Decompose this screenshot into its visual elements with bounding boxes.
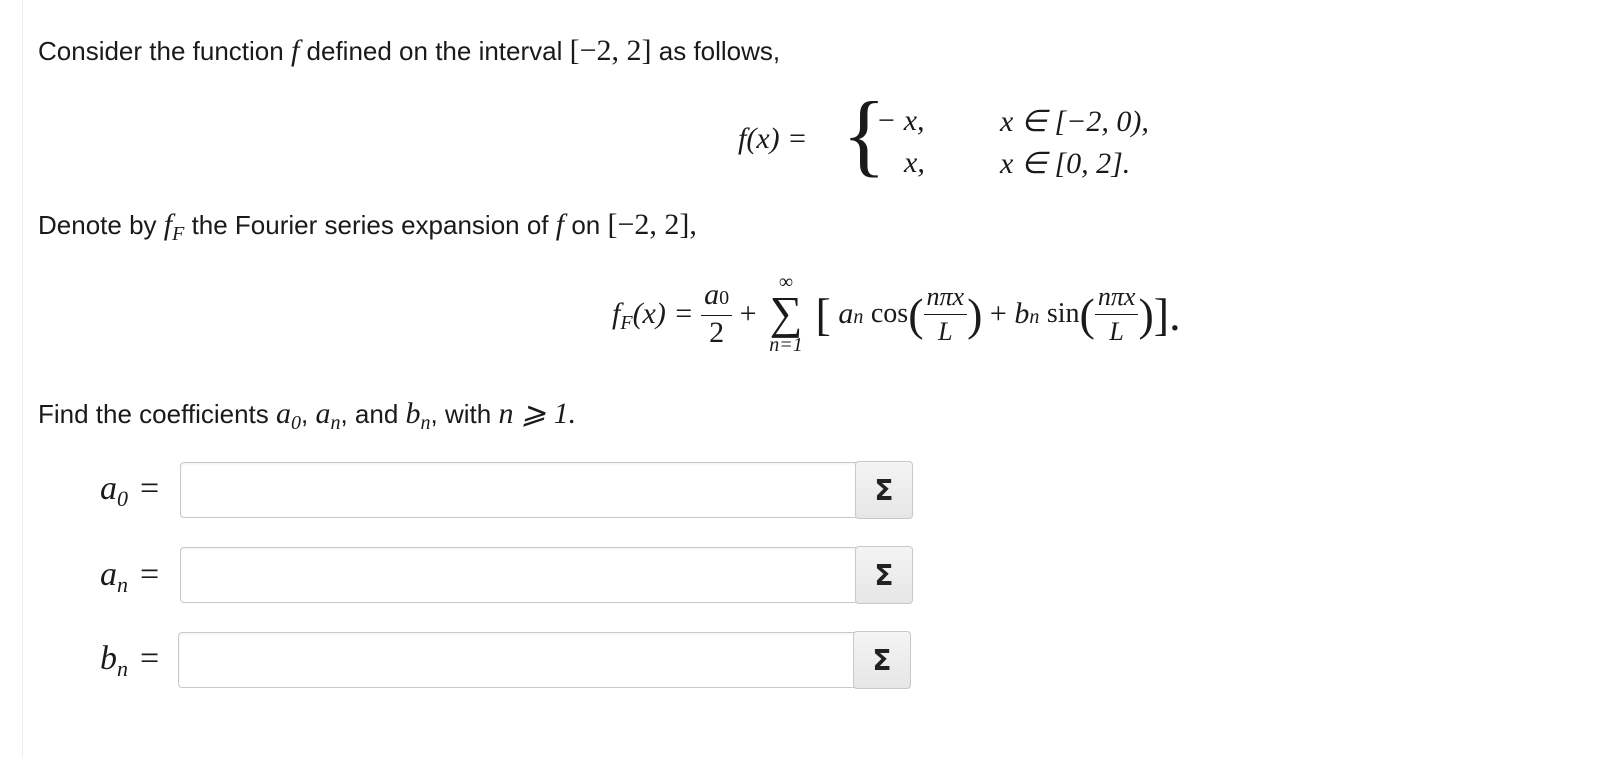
task-text — [38, 396, 577, 434]
sin-left-paren: ( — [1079, 288, 1095, 340]
bn-input[interactable] — [178, 632, 858, 688]
case2-expression: x, — [904, 146, 925, 179]
series-lhs-sub: F — [620, 312, 633, 334]
sigma-icon: Σ — [874, 473, 894, 507]
summation — [764, 272, 808, 356]
task-bn-sub: n — [420, 412, 431, 434]
an-term-a: a — [838, 297, 854, 330]
cos-arg-denominator: L — [938, 316, 953, 346]
series-lhs — [612, 297, 694, 334]
bn-term — [1014, 297, 1039, 331]
right-bracket: ]. — [1153, 288, 1181, 340]
fourier-symbol — [163, 208, 185, 245]
piecewise-lhs-text: f(x) = — [738, 122, 808, 155]
task-a0-a: a — [276, 397, 291, 430]
bn-sigma-button[interactable] — [853, 631, 911, 689]
denote-text-c: on — [571, 210, 601, 240]
sum-lower-limit: n=1 — [769, 334, 803, 356]
intro-text-b: defined on the interval — [306, 36, 563, 66]
cos-label: cos — [870, 298, 909, 329]
intro-text — [38, 34, 780, 68]
an-term — [838, 297, 863, 331]
intro-text-a: Consider the function — [38, 36, 284, 66]
sin-argument — [1095, 280, 1139, 349]
fourier-symbol-f: f — [163, 208, 173, 241]
an-equals-sign: = — [140, 556, 160, 593]
fourier-symbol-sub: F — [172, 223, 185, 245]
intro-text-c: as follows, — [658, 36, 781, 66]
a0-over-2 — [701, 278, 732, 350]
cos-right-paren: ) — [967, 288, 983, 340]
case2-condition: x ∈ [0, 2]. — [1000, 147, 1131, 180]
an-label-sub: n — [117, 572, 128, 597]
a0-denominator: 2 — [709, 316, 725, 349]
bn-label — [100, 640, 128, 681]
piecewise-definition — [738, 83, 1178, 186]
bn-label-symbol: b — [100, 640, 117, 677]
a0-label — [100, 470, 128, 511]
series-lhs-rest: (x) = — [632, 297, 694, 330]
denote-text — [38, 208, 697, 245]
task-comma-3: , with — [430, 399, 492, 429]
cos-arg-numerator: nπx — [924, 280, 968, 315]
case1-expression: − x, — [876, 104, 925, 137]
task-a0 — [276, 397, 301, 434]
sigma-icon: Σ — [874, 558, 894, 592]
denote-function-symbol: f — [555, 208, 565, 241]
task-bn — [405, 397, 431, 434]
a0-equals-sign: = — [140, 470, 160, 507]
task-bn-b: b — [405, 397, 421, 430]
a0-label-sub: 0 — [117, 486, 128, 511]
an-label-symbol: a — [100, 556, 117, 593]
cos-left-paren: ( — [908, 288, 924, 340]
sin-arg-denominator: L — [1109, 316, 1124, 346]
an-term-sub: n — [853, 306, 864, 328]
sigma-symbol: ∑ — [769, 287, 803, 338]
left-bracket: [ — [815, 288, 831, 340]
fourier-series-formula — [612, 272, 1181, 356]
a0-numerator-a: a — [704, 278, 720, 311]
task-an-sub: n — [330, 412, 341, 434]
sin-arg-numerator: nπx — [1095, 280, 1139, 315]
bn-label-sub: n — [117, 656, 128, 681]
intro-function-symbol: f — [290, 34, 300, 67]
sigma-icon: Σ — [872, 643, 892, 677]
bn-term-sub: n — [1029, 306, 1040, 328]
a0-label-symbol: a — [100, 470, 117, 507]
a0-sigma-button[interactable] — [855, 461, 913, 519]
denote-interval: [−2, 2], — [607, 208, 697, 241]
denote-text-b: the Fourier series expansion of — [191, 210, 549, 240]
left-brace: { — [842, 83, 887, 185]
bn-term-b: b — [1014, 297, 1030, 330]
plus-sign: + — [739, 297, 757, 330]
task-comma-2: , and — [340, 399, 399, 429]
task-a0-sub: 0 — [291, 412, 301, 434]
task-comma-1: , — [301, 399, 309, 429]
bn-equals-sign: = — [140, 640, 160, 677]
task-an-a: a — [315, 397, 331, 430]
an-label — [100, 556, 128, 597]
a0-numerator — [701, 278, 732, 316]
a0-numerator-sub: 0 — [719, 287, 730, 309]
intro-interval: [−2, 2] — [569, 34, 652, 67]
an-sigma-button[interactable] — [855, 546, 913, 604]
task-an — [315, 397, 341, 434]
task-text-a: Find the coefficients — [38, 399, 269, 429]
sin-right-paren: ) — [1138, 288, 1154, 340]
an-input[interactable] — [180, 547, 860, 603]
series-lhs-f: f — [612, 297, 621, 330]
case1-condition: x ∈ [−2, 0), — [1000, 105, 1149, 138]
cos-argument — [924, 280, 968, 349]
sin-label: sin — [1046, 298, 1080, 329]
denote-text-a: Denote by — [38, 210, 157, 240]
sum-upper-limit: ∞ — [778, 271, 794, 293]
plus-sign-2: + — [989, 297, 1007, 330]
task-condition: n ⩾ 1. — [498, 397, 577, 430]
piecewise-lhs — [738, 122, 807, 156]
a0-input[interactable] — [180, 462, 860, 518]
